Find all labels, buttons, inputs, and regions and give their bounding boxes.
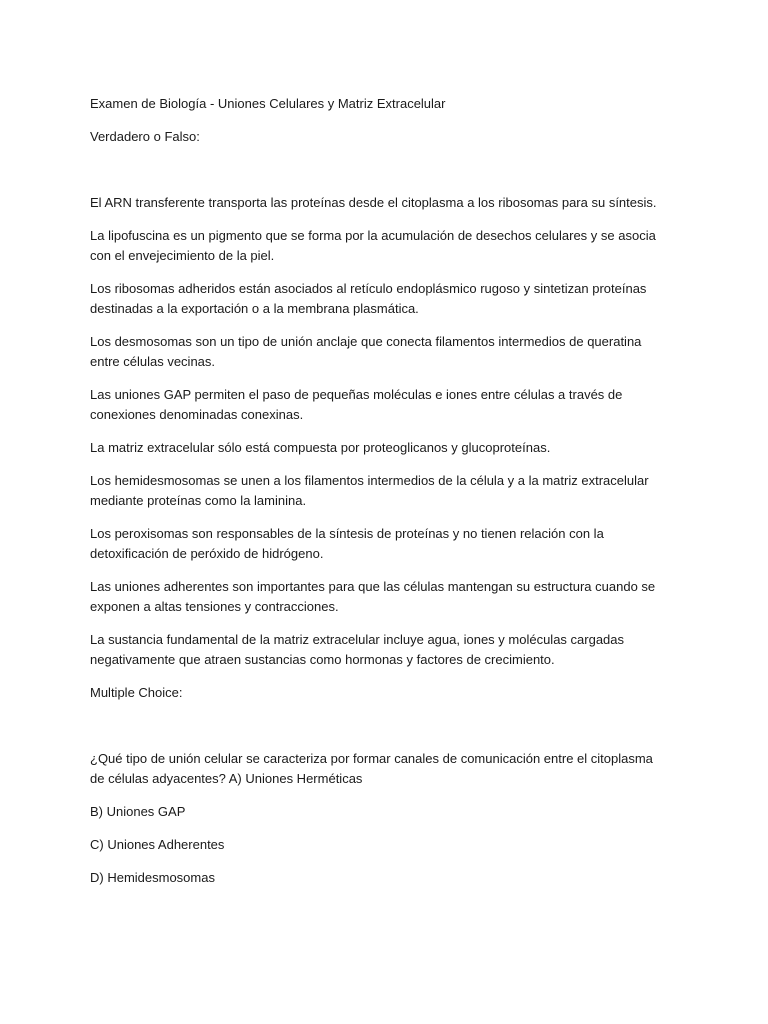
true-false-item: Los desmosomas son un tipo de unión anclaje que conecta filamentos intermedios de queratina entre células vecinas. <box>90 334 642 369</box>
choice-b: B) Uniones GAP <box>90 804 186 819</box>
true-false-item: Las uniones GAP permiten el paso de pequeñas moléculas e iones entre células a través de conexiones denominadas conexinas. <box>90 387 623 422</box>
true-false-item: El ARN transferente transporta las proteínas desde el citoplasma a los ribosomas para su síntesis. <box>90 195 657 210</box>
true-false-item: Las uniones adherentes son importantes para que las células mantengan su estructura cuando se exponen a altas tensiones y contracciones. <box>90 579 656 614</box>
multiple-choice-question: ¿Qué tipo de unión celular se caracteriza por formar canales de comunicación entre el citoplasma de células adyacentes? A) Uniones Herméticas <box>90 751 653 786</box>
true-false-item: La sustancia fundamental de la matriz extracelular incluye agua, iones y moléculas cargadas negativamente que atraen sustancias como hormonas y factores de crecimiento. <box>90 632 625 667</box>
document-title: Examen de Biología - Uniones Celulares y Matriz Extracelular <box>90 96 446 111</box>
true-false-item: Los ribosomas adheridos están asociados al retículo endoplásmico rugoso y sintetizan proteínas destinadas a la exportación o a la membrana plasmática. <box>90 281 647 316</box>
true-false-item: Los hemidesmosomas se unen a los filamentos intermedios de la célula y a la matriz extracelular mediante proteínas como la laminina. <box>90 473 649 508</box>
choice-d: D) Hemidesmosomas <box>90 870 215 885</box>
true-false-item: Los peroxisomas son responsables de la síntesis de proteínas y no tienen relación con la detoxificación de peróxido de hidrógeno. <box>90 526 604 561</box>
choice-c: C) Uniones Adherentes <box>90 837 225 852</box>
true-false-item: La lipofuscina es un pigmento que se forma por la acumulación de desechos celulares y se asocia con el envejecimiento de la piel. <box>90 228 656 263</box>
true-false-item: La matriz extracelular sólo está compuesta por proteoglicanos y glucoproteínas. <box>90 440 551 455</box>
section-multiple-choice-label: Multiple Choice: <box>90 685 183 700</box>
section-true-false-label: Verdadero o Falso: <box>90 129 200 144</box>
